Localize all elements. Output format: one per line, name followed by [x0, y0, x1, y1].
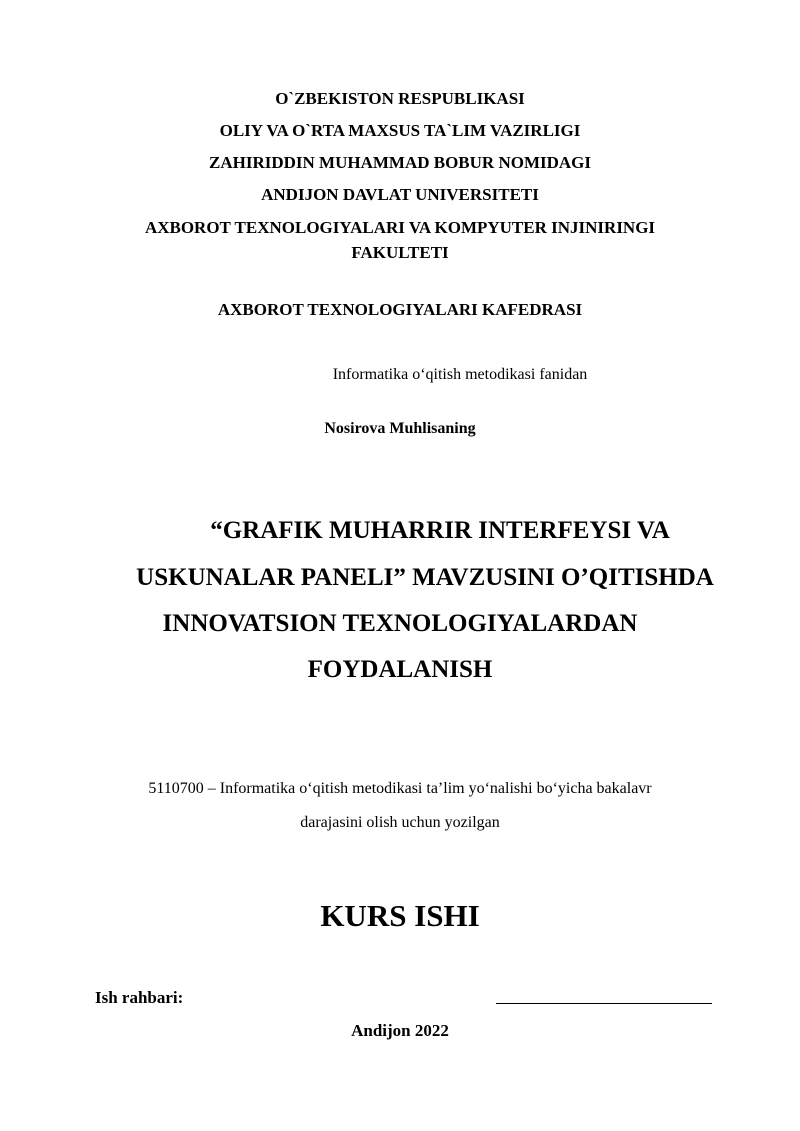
place-year: Andijon 2022	[351, 1021, 449, 1040]
subject-line: Informatika o‘qitish metodikasi fanidan	[332, 366, 588, 383]
title-line-4: FOYDALANISH	[307, 656, 493, 683]
supervisor-label: Ish rahbari:	[95, 988, 184, 1007]
department-name: AXBOROT TEXNOLOGIYALARI KAFEDRASI	[217, 300, 583, 319]
university-honorific: ZAHIRIDDIN MUHAMMAD BOBUR NOMIDAGI	[208, 153, 592, 172]
degree-line-2: darajasini olish uchun yozilgan	[300, 814, 500, 831]
signature-line	[496, 1003, 712, 1004]
ministry-name: OLIY VA O`RTA MAXSUS TA`LIM VAZIRLIGI	[219, 121, 581, 140]
faculty-suffix: FAKULTETI	[351, 243, 449, 262]
faculty-name: AXBOROT TEXNOLOGIYALARI VA KOMPYUTER INJINIRINGI	[144, 218, 656, 237]
title-line-2: USKUNALAR PANELI” MAVZUSINI O’QITISHDA	[136, 564, 714, 591]
degree-line-1: 5110700 – Informatika o‘qitish metodikasi ta’lim yo‘nalishi bo‘yicha bakalavr	[148, 780, 652, 797]
university-name: ANDIJON DAVLAT UNIVERSITETI	[261, 185, 539, 204]
document-type: KURS ISHI	[320, 898, 480, 933]
author-name: Nosirova Muhlisaning	[324, 420, 476, 437]
ministry-country: O`ZBEKISTON RESPUBLIKASI	[275, 89, 525, 108]
title-line-1: “GRAFIK MUHARRIR INTERFEYSI VA	[210, 517, 670, 544]
title-line-3: INNOVATSION TEXNOLOGIYALARDAN	[162, 610, 638, 637]
